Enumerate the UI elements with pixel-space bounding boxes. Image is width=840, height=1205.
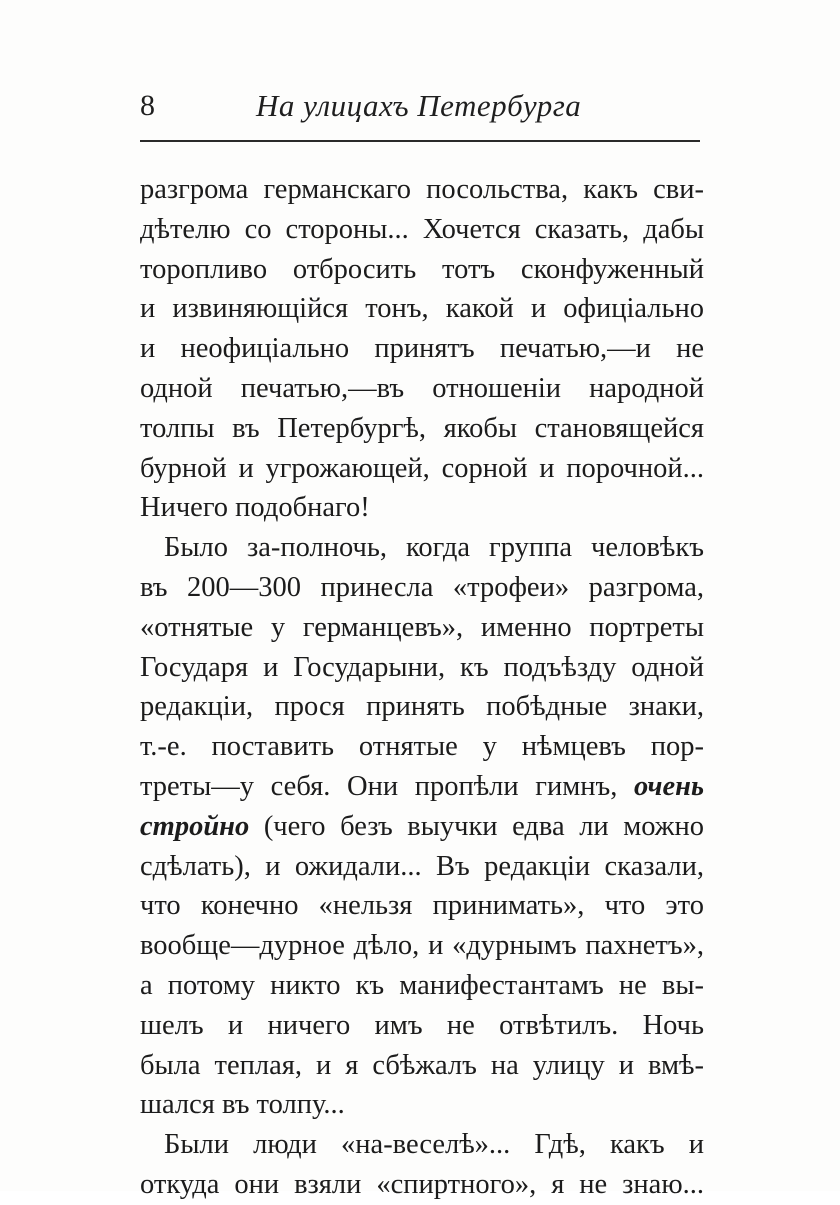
text-segment: (чего безъ выучки едва ли можно	[263, 810, 704, 842]
text-line: шался въ толпу...	[140, 1089, 345, 1121]
text-line: Были люди «на-веселѣ»... Гдѣ, какъ и	[164, 1129, 704, 1161]
text-line: а потому никто къ манифестантамъ не вы-	[140, 969, 704, 1001]
page-number: 8	[140, 89, 155, 122]
text-line: откуда они взяли «спиртного», я не знаю...	[140, 1168, 704, 1200]
text-line: вообще—дурное дѣло, и «дурнымъ пахнетъ»,	[140, 930, 704, 962]
text-segment: треты—у себя. Они пропѣли гимнъ,	[140, 770, 618, 802]
text-line: одной печатью,—въ отношеніи народной	[140, 372, 704, 404]
text-line	[140, 807, 704, 847]
text-line: «отнятые у германцевъ», именно портреты	[140, 611, 704, 643]
text-line: Было за-полночь, когда группа человѣкъ	[164, 532, 704, 564]
text-line: и извиняющійся тонъ, какой и офиціально	[140, 293, 704, 325]
text-line: была теплая, и я сбѣжалъ на улицу и вмѣ-	[140, 1049, 704, 1081]
text-line: что конечно «нельзя принимать», что это	[140, 890, 704, 922]
text-line: и неофиціально принятъ печатью,—и не	[140, 333, 704, 365]
text-line: т.-е. поставить отнятые у нѣмцевъ пор-	[140, 731, 704, 763]
text-line: Ничего подобнаго!	[140, 492, 370, 524]
emphasis-text: очень	[634, 770, 704, 802]
emphasis-text: стройно	[140, 810, 250, 842]
text-line: дѣтелю со стороны... Хочется сказать, дабы	[140, 213, 704, 245]
text-line: въ 200—300 принесла «трофеи» разгрома,	[140, 571, 704, 603]
text-line: толпы въ Петербургѣ, якобы становящейся	[140, 412, 704, 444]
page-header	[140, 84, 700, 130]
text-line	[140, 767, 704, 807]
text-line: бурной и угрожающей, сорной и порочной...	[140, 452, 704, 484]
text-line: торопливо отбросить тотъ сконфуженный	[140, 253, 704, 285]
text-line: редакціи, прося принять побѣдные знаки,	[140, 691, 704, 723]
text-line: разгрома германскаго посольства, какъ сви-	[140, 174, 704, 205]
header-rule	[140, 140, 700, 142]
body-text	[140, 170, 704, 1205]
text-line: Государя и Государыни, къ подъѣзду одной	[140, 651, 704, 683]
text-line: сдѣлать), и ожидали... Въ редакціи сказали,	[140, 850, 704, 882]
text-line: шелъ и ничего имъ не отвѣтилъ. Ночь	[140, 1009, 704, 1041]
running-title: На улицахъ Петербурга	[256, 88, 582, 123]
